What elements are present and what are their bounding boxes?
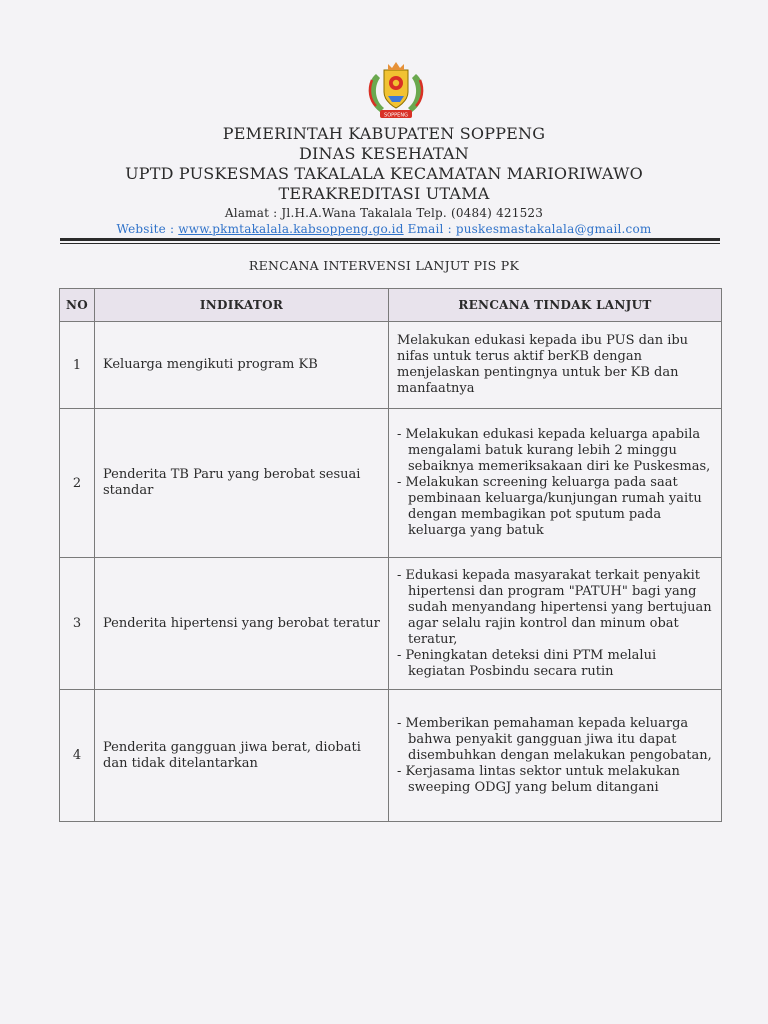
plan-item: - Melakukan screening keluarga pada saat pembinaan keluarga/kunjungan rumah yaitu dengan membagikan pot sputum pada keluarga yang batuk xyxy=(397,475,702,538)
table-row xyxy=(60,558,722,690)
table-row xyxy=(60,690,722,822)
column-header-rencana: RENCANA TINDAK LANJUT xyxy=(389,289,722,322)
plan-item: - Melakukan edukasi kepada keluarga apabila mengalami batuk kurang lebih 2 minggu sebaiknya memeriksakaan diri ke Puskesmas, xyxy=(397,427,711,474)
intervention-table xyxy=(59,288,722,822)
header-government: PEMERINTAH KABUPATEN SOPPENG xyxy=(222,124,546,143)
email-label: Email : xyxy=(403,222,456,236)
row-indicator: Keluarga mengikuti program KB xyxy=(95,322,389,409)
row-number: 3 xyxy=(60,558,95,690)
row-number: 4 xyxy=(60,690,95,822)
table-row xyxy=(60,322,722,409)
row-indicator: Penderita hipertensi yang berobat teratur xyxy=(95,558,389,690)
row-indicator: Penderita TB Paru yang berobat sesuai standar xyxy=(95,409,389,558)
regency-emblem-icon xyxy=(362,56,430,122)
header-contact xyxy=(0,222,768,236)
table-row xyxy=(60,409,722,558)
row-plan xyxy=(389,558,722,690)
column-header-indikator: INDIKATOR xyxy=(95,289,389,322)
row-number: 1 xyxy=(60,322,95,409)
table-header-row xyxy=(60,289,722,322)
row-plan xyxy=(389,690,722,822)
header-institution: UPTD PUSKESMAS TAKALALA KECAMATAN MARIORIWAWO xyxy=(125,164,643,183)
header-department: DINAS KESEHATAN xyxy=(298,144,469,163)
plan-item: - Edukasi kepada masyarakat terkait penyakit hipertensi dan program "PATUH" bagi yang sudah menyandang hipertensi yang bertujuan agar selalu rajin kontrol dan minum obat teratur, xyxy=(397,567,712,647)
header-divider-thick xyxy=(60,238,720,241)
emblem-text: SOPPENG xyxy=(384,112,408,119)
row-plan xyxy=(389,409,722,558)
row-number: 2 xyxy=(60,409,95,558)
header-address: Alamat : Jl.H.A.Wana Takalala Telp. (0484) 421523 xyxy=(224,206,544,220)
plan-item: - Memberikan pemahaman kepada keluarga bahwa penyakit gangguan jiwa itu dapat disembuhkan dengan melakukan pengobatan, xyxy=(397,715,712,763)
header-divider-thin xyxy=(60,243,720,244)
email-link[interactable]: puskesmastakalala@gmail.com xyxy=(455,222,652,236)
row-plan xyxy=(389,322,722,409)
website-label: Website : xyxy=(116,222,179,236)
plan-item: - Kerjasama lintas sektor untuk melakukan sweeping ODGJ yang belum ditangani xyxy=(397,763,680,795)
document-title: RENCANA INTERVENSI LANJUT PIS PK xyxy=(248,258,520,273)
plan-item: - Peningkatan deteksi dini PTM melalui kegiatan Posbindu secara rutin xyxy=(397,647,657,679)
website-link[interactable]: www.pkmtakalala.kabsoppeng.go.id xyxy=(178,222,404,236)
header-accreditation: TERAKREDITASI UTAMA xyxy=(278,184,490,203)
column-header-no: NO xyxy=(60,289,95,322)
row-indicator: Penderita gangguan jiwa berat, diobati dan tidak ditelantarkan xyxy=(95,690,389,822)
plan-item: Melakukan edukasi kepada ibu PUS dan ibu nifas untuk terus aktif berKB dengan menjelaskan pentingnya untuk ber KB dan manfaatnya xyxy=(397,333,689,396)
